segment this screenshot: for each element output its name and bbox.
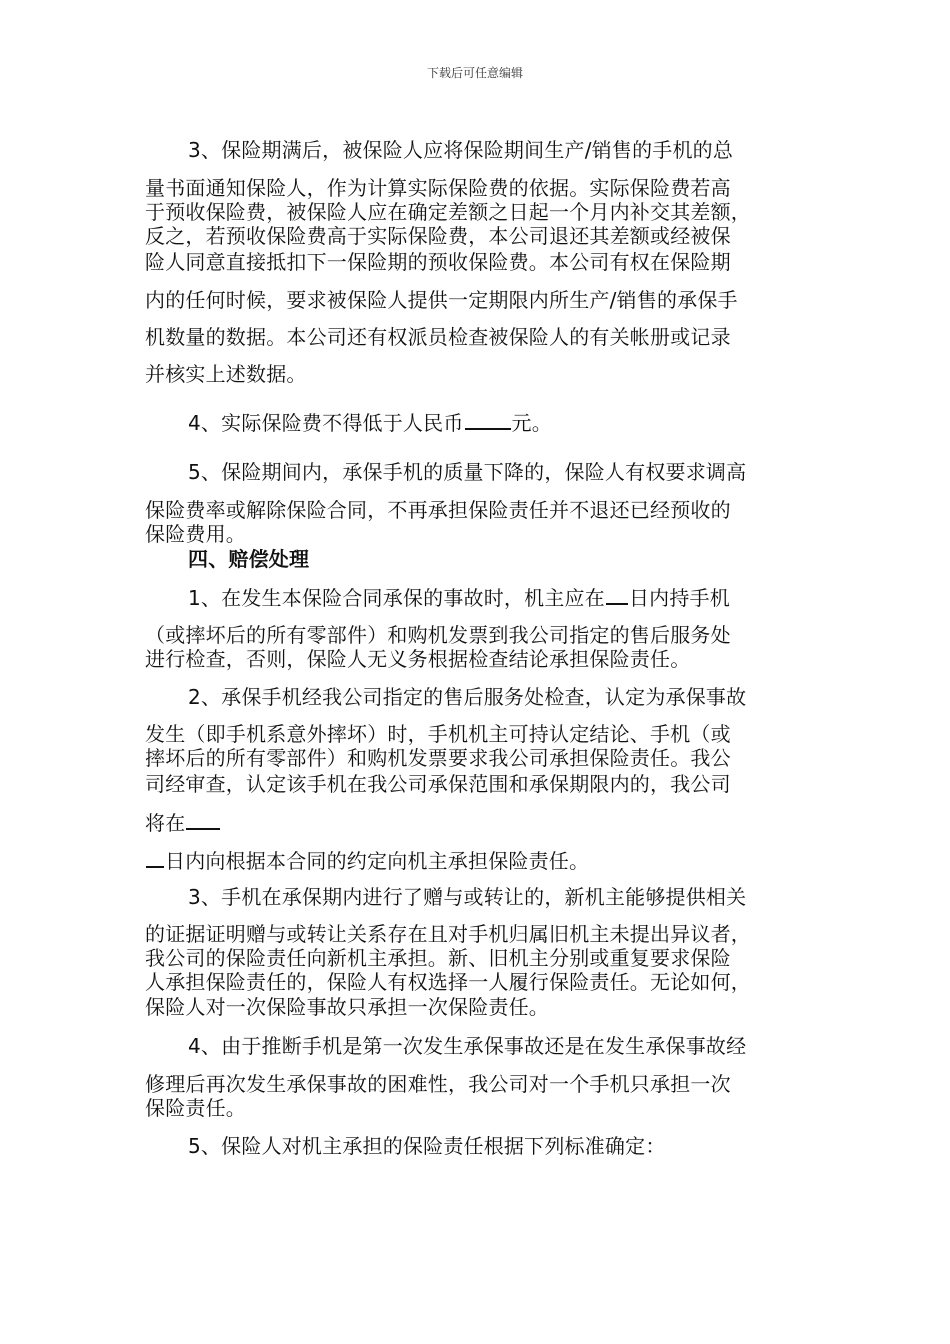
- claim-2-line-3: 摔坏后的所有零部件）和购机发票要求我公司承担保险责任。我公: [145, 746, 731, 770]
- clause-3-line-2: 量书面通知保险人，作为计算实际保险费的依据。实际保险费若高: [145, 176, 731, 200]
- clause-4-line: [188, 410, 552, 435]
- claim-2-last-text: 日内向根据本合同的约定向机主承担保险责任。: [165, 849, 590, 873]
- clause-3-line-6: 内的任何时候，要求被保险人提供一定期限内所生产/销售的承保手: [145, 288, 738, 312]
- claim-4-line-2: 修理后再次发生承保事故的困难性，我公司对一个手机只承担一次: [145, 1072, 731, 1096]
- clause-3-line-4: 反之，若预收保险费高于实际保险费，本公司退还其差额或经被保: [145, 224, 731, 248]
- claim-4-line-3: 保险责任。: [145, 1096, 246, 1120]
- page-header: 下载后可任意编辑: [426, 66, 523, 80]
- days-blank-1: [606, 585, 628, 605]
- claim-3-line-1: 3、手机在承保期内进行了赠与或转让的，新机主能够提供相关: [188, 885, 747, 909]
- claim-2-line-2: 发生（即手机系意外摔坏）时，手机机主可持认定结论、手机（或: [145, 722, 731, 746]
- clause-4-text-before: 4、实际保险费不得低于人民币: [188, 411, 464, 435]
- clause-3-line-7: 机数量的数据。本公司还有权派员检查被保险人的有关帐册或记录: [145, 325, 731, 349]
- claim-1-text-after: 日内持手机: [628, 586, 730, 610]
- claim-2-line-4: 司经审查，认定该手机在我公司承保范围和承保期限内的，我公司: [145, 772, 731, 796]
- claim-2-wait-text: 将在: [145, 811, 186, 835]
- claim-3-line-2: 的证据证明赠与或转让关系存在且对手机归属旧机主未提出异议者，: [145, 922, 751, 946]
- claim-2-line-5: [145, 810, 221, 835]
- section-4-title: 四、赔偿处理: [188, 547, 310, 571]
- days-blank-2-continued: [146, 848, 164, 868]
- premium-amount-blank: [465, 410, 511, 430]
- clause-3-line-8: 并核实上述数据。: [145, 362, 307, 386]
- clause-4-text-after: 元。: [511, 411, 552, 435]
- claim-3-line-5: 保险人对一次保险事故只承担一次保险责任。: [145, 995, 549, 1019]
- claim-5-line-1: 5、保险人对机主承担的保险责任根据下列标准确定：: [188, 1134, 666, 1158]
- claim-3-line-3: 我公司的保险责任向新机主承担。新、旧机主分别或重复要求保险: [145, 946, 731, 970]
- claim-1-line-1: [188, 585, 730, 610]
- claim-2-line-6: [145, 848, 589, 873]
- clause-5-line-2: 保险费率或解除保险合同，不再承担保险责任并不退还已经预收的: [145, 498, 731, 522]
- claim-4-line-1: 4、由于推断手机是第一次发生承保事故还是在发生承保事故经: [188, 1034, 747, 1058]
- claim-1-line-2: （或摔坏后的所有零部件）和购机发票到我公司指定的售后服务处: [145, 623, 731, 647]
- clause-3-line-1: 3、保险期满后，被保险人应将保险期间生产/销售的手机的总: [188, 138, 734, 162]
- clause-5-line-3: 保险费用。: [145, 522, 246, 546]
- claim-1-text-before: 1、在发生本保险合同承保的事故时，机主应在: [188, 586, 605, 610]
- clause-5-line-1: 5、保险期间内，承保手机的质量下降的，保险人有权要求调高: [188, 460, 747, 484]
- clause-3-line-3: 于预收保险费，被保险人应在确定差额之日起一个月内补交其差额，: [145, 200, 751, 224]
- claim-2-line-1: 2、承保手机经我公司指定的售后服务处检查，认定为承保事故: [188, 685, 747, 709]
- claim-3-line-4: 人承担保险责任的，保险人有权选择一人履行保险责任。无论如何，: [145, 970, 751, 994]
- clause-3-line-5: 险人同意直接抵扣下一保险期的预收保险费。本公司有权在保险期: [145, 250, 731, 274]
- days-blank-2: [186, 810, 220, 830]
- claim-1-line-3: 进行检查，否则，保险人无义务根据检查结论承担保险责任。: [145, 647, 691, 671]
